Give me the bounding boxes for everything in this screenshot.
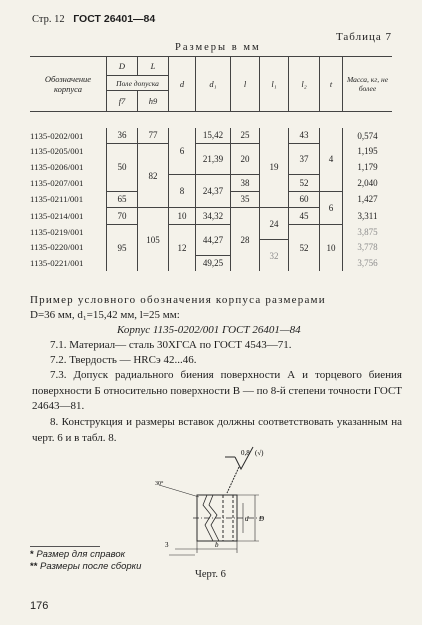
col-h9: h9 — [138, 91, 169, 112]
table-row: 1135-0205/001 50 82 21,39 20 37 1,195 — [30, 144, 392, 160]
chamfer-angle-label: 30° — [155, 481, 164, 487]
figure-caption: Черт. 6 — [195, 569, 226, 580]
table-row: 1135-0221/001 49,25 3,756 — [30, 255, 392, 271]
notes-divider — [30, 546, 100, 547]
item-8: 8. Конструкция и размеры вставок должны соответствовать указанным на черт. 6 и в табл. 8. — [32, 416, 402, 444]
col-D: D — [107, 57, 138, 76]
example-designation: Корпус 1135-0202/001 ГОСТ 26401—84 — [117, 324, 301, 336]
table-row: 1135-0207/001 8 24,37 38 52 2,040 — [30, 175, 392, 192]
table-row: 1135-0206/001 1,179 — [30, 159, 392, 175]
footnote-assembly — [30, 561, 141, 572]
page-number: 176 — [30, 600, 49, 612]
footnote-text: Размеры после сборки — [40, 561, 142, 572]
item-7-2: 7.2. Твердость — HRCэ 42...46. — [50, 354, 197, 366]
insert-drawing — [155, 445, 305, 575]
col-f7: f7 — [107, 91, 138, 112]
units-caption: Размеры в мм — [175, 42, 261, 53]
page-header — [32, 13, 155, 25]
col-L: L — [138, 57, 169, 76]
table-row: 1135-0214/001 70 105 10 34,32 28 24 45 3,311 — [30, 208, 392, 225]
dim-D-label: D — [259, 515, 265, 523]
footnote-mark: ** — [30, 561, 38, 572]
footnote-reference — [30, 549, 125, 560]
table-row: 1135-0220/001 32 3,778 — [30, 240, 392, 256]
standard-number: ГОСТ 26401—84 — [73, 13, 156, 25]
footnote-text: Размер для справок — [36, 549, 126, 560]
table-row: 1135-0219/001 95 12 44,27 52 10 3,875 — [30, 224, 392, 240]
dim-3-label: 3 — [165, 541, 169, 549]
col-l1: l₁ — [260, 57, 289, 112]
footnote-mark: * — [30, 549, 34, 560]
page-label: Стр. 12 — [32, 14, 65, 25]
dim-d-label: d — [245, 515, 249, 523]
table-row: 1135-0202/001 36 77 6 15,42 25 19 43 4 0,574 — [30, 128, 392, 144]
roughness-check: (√) — [255, 449, 264, 457]
col-d: d — [169, 57, 196, 112]
col-l2: l₂ — [289, 57, 320, 112]
col-d1: d₁ — [196, 57, 231, 112]
tolerance-field-header: Поле допуска — [107, 76, 169, 91]
roughness-value: 0,8 — [241, 449, 250, 457]
item-7-3: 7.3. Допуск радиального биения поверхности А и торцевого биения поверхности Б относительно поверхности В — по 8-й степени точности ГОСТ 24643—81. — [32, 369, 403, 412]
example-dimensions: D=36 мм, d₁=15,42 мм, l=25 мм: — [30, 309, 180, 321]
col-mass: Масса, кг, не более — [343, 57, 393, 112]
table-caption: Таблица 7 — [335, 31, 392, 43]
item-7-1: 7.1. Материал— сталь 30ХГСА по ГОСТ 4543—71. — [50, 339, 292, 351]
example-title: Пример условного обозначения корпуса размерами — [30, 294, 326, 306]
col-t: t — [320, 57, 343, 112]
col-l: l — [231, 57, 260, 112]
dim-b-label: b — [215, 541, 219, 549]
table-row: 1135-0211/001 65 35 60 6 1,427 — [30, 191, 392, 208]
col-designation: Обозначение корпуса — [30, 57, 107, 112]
spec-table — [30, 56, 392, 271]
